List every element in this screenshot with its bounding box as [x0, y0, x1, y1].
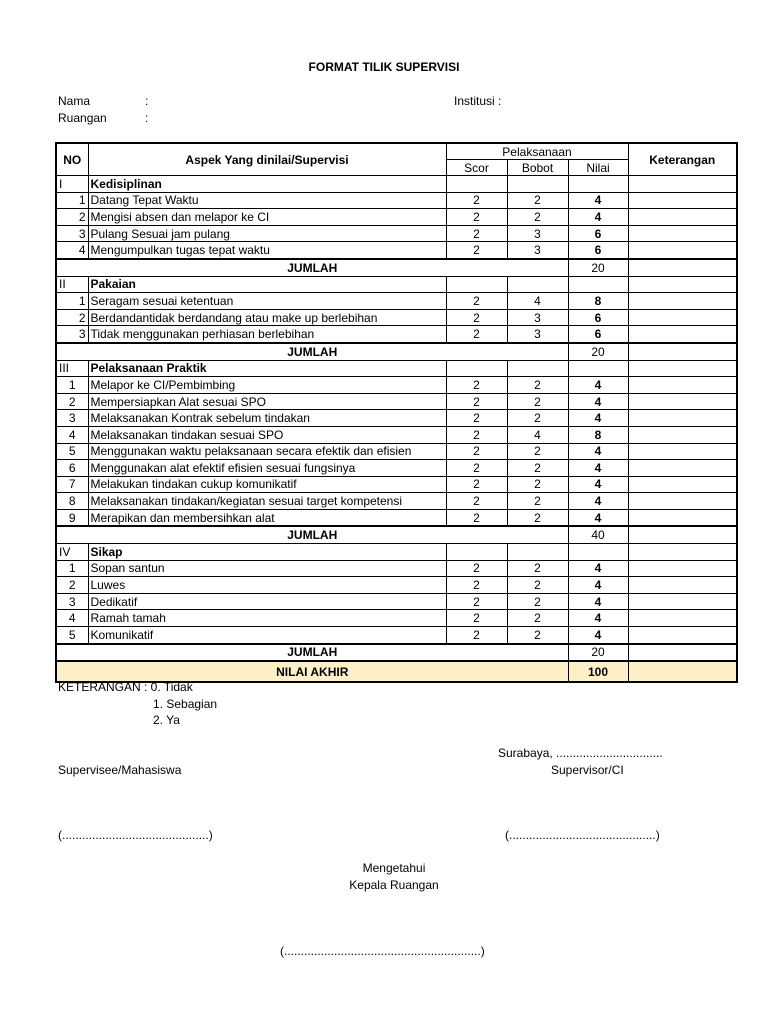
item-number: 2	[56, 393, 88, 410]
nama-colon: :	[145, 94, 149, 108]
table-row	[56, 242, 737, 259]
empty-cell	[507, 544, 568, 561]
item-aspek: Dedikatif	[88, 593, 446, 610]
table-row	[56, 560, 737, 577]
jumlah-label: JUMLAH	[56, 259, 568, 276]
item-bobot: 2	[507, 509, 568, 526]
item-scor: 2	[446, 209, 507, 226]
item-nilai: 6	[568, 225, 628, 242]
item-nilai: 4	[568, 560, 628, 577]
legend-label: KETERANGAN : 0. Tidak	[58, 680, 193, 694]
item-scor: 2	[446, 309, 507, 326]
item-aspek: Melapor ke CI/Pembimbing	[88, 377, 446, 394]
item-keterangan	[628, 627, 737, 644]
item-scor: 2	[446, 225, 507, 242]
item-aspek: Melaksanakan tindakan/kegiatan sesuai target kompetensi	[88, 493, 446, 510]
item-bobot: 2	[507, 610, 568, 627]
item-aspek: Melakukan tindakan cukup komunikatif	[88, 476, 446, 493]
legend-item: 1. Sebagian	[153, 697, 218, 711]
item-bobot: 2	[507, 377, 568, 394]
item-number: 4	[56, 610, 88, 627]
nilai-akhir-label: NILAI AKHIR	[56, 661, 568, 682]
item-number: 6	[56, 460, 88, 477]
header-pelaksanaan: Pelaksanaan	[446, 143, 628, 160]
item-nilai: 4	[568, 493, 628, 510]
item-bobot: 2	[507, 393, 568, 410]
section-name: Sikap	[88, 544, 446, 561]
item-number: 5	[56, 627, 88, 644]
item-nilai: 4	[568, 443, 628, 460]
section-header-row	[56, 276, 737, 293]
item-aspek: Ramah tamah	[88, 610, 446, 627]
supervision-table	[55, 142, 738, 683]
item-scor: 2	[446, 560, 507, 577]
section-header-row	[56, 544, 737, 561]
supervisor-label: Supervisor/CI	[551, 763, 624, 777]
jumlah-row	[56, 644, 737, 662]
jumlah-label: JUMLAH	[56, 644, 568, 662]
item-bobot: 4	[507, 426, 568, 443]
item-aspek: Komunikatif	[88, 627, 446, 644]
table-row	[56, 377, 737, 394]
item-aspek: Mengisi absen dan melapor ke CI	[88, 209, 446, 226]
supervisee-signature-line: (............................................)	[58, 828, 213, 842]
nilai-akhir-value: 100	[568, 661, 628, 682]
item-bobot: 2	[507, 443, 568, 460]
item-nilai: 4	[568, 610, 628, 627]
item-nilai: 4	[568, 393, 628, 410]
item-number: 1	[56, 192, 88, 209]
item-number: 3	[56, 593, 88, 610]
table-row	[56, 577, 737, 594]
page-title: FORMAT TILIK SUPERVISI	[308, 60, 460, 74]
kepala-signature-line: (...........................................................)	[280, 944, 485, 958]
item-keterangan	[628, 225, 737, 242]
table-row	[56, 493, 737, 510]
header-aspek: Aspek Yang dinilai/Supervisi	[88, 143, 446, 176]
item-scor: 2	[446, 460, 507, 477]
section-name: Pakaian	[88, 276, 446, 293]
item-nilai: 4	[568, 627, 628, 644]
item-bobot: 2	[507, 593, 568, 610]
item-bobot: 3	[507, 225, 568, 242]
item-keterangan	[628, 242, 737, 259]
empty-cell	[446, 360, 507, 377]
item-aspek: Pulang Sesuai jam pulang	[88, 225, 446, 242]
item-bobot: 2	[507, 192, 568, 209]
supervisor-signature-line: (............................................)	[505, 828, 660, 842]
empty-cell	[568, 176, 628, 193]
ruangan-label: Ruangan	[58, 111, 107, 125]
item-keterangan	[628, 509, 737, 526]
item-scor: 2	[446, 377, 507, 394]
empty-cell	[628, 544, 737, 561]
item-nilai: 4	[568, 593, 628, 610]
table-row	[56, 309, 737, 326]
empty-cell	[568, 360, 628, 377]
item-aspek: Mempersiapkan Alat sesuai SPO	[88, 393, 446, 410]
item-keterangan	[628, 192, 737, 209]
item-keterangan	[628, 293, 737, 310]
item-nilai: 4	[568, 577, 628, 594]
table-row	[56, 426, 737, 443]
table-row	[56, 209, 737, 226]
item-scor: 2	[446, 610, 507, 627]
item-scor: 2	[446, 293, 507, 310]
item-scor: 2	[446, 192, 507, 209]
item-nilai: 4	[568, 460, 628, 477]
item-aspek: Menggunakan waktu pelaksanaan secara efektik dan efisien	[88, 443, 446, 460]
place-date: Surabaya, ................................	[498, 746, 663, 760]
item-scor: 2	[446, 593, 507, 610]
nama-label: Nama	[58, 94, 91, 108]
empty-cell	[628, 176, 737, 193]
item-bobot: 2	[507, 560, 568, 577]
item-number: 2	[56, 209, 88, 226]
item-keterangan	[628, 593, 737, 610]
item-scor: 2	[446, 476, 507, 493]
item-keterangan	[628, 410, 737, 427]
empty-cell	[628, 343, 737, 360]
item-aspek: Melaksanakan tindakan sesuai SPO	[88, 426, 446, 443]
jumlah-row	[56, 259, 737, 276]
section-name: Pelaksanaan Praktik	[88, 360, 446, 377]
item-nilai: 4	[568, 209, 628, 226]
item-bobot: 3	[507, 242, 568, 259]
item-keterangan	[628, 560, 737, 577]
item-number: 2	[56, 577, 88, 594]
empty-cell	[568, 276, 628, 293]
item-nilai: 4	[568, 509, 628, 526]
table-row	[56, 410, 737, 427]
table-row	[56, 509, 737, 526]
item-number: 2	[56, 309, 88, 326]
item-keterangan	[628, 426, 737, 443]
item-nilai: 4	[568, 377, 628, 394]
header-no: NO	[56, 143, 88, 176]
jumlah-value: 20	[568, 259, 628, 276]
section-header-row	[56, 360, 737, 377]
supervisee-label: Supervisee/Mahasiswa	[58, 763, 182, 777]
item-aspek: Tidak menggunakan perhiasan berlebihan	[88, 326, 446, 343]
item-keterangan	[628, 476, 737, 493]
item-aspek: Mengumpulkan tugas tepat waktu	[88, 242, 446, 259]
item-bobot: 4	[507, 293, 568, 310]
section-number: IV	[56, 544, 88, 561]
header-scor: Scor	[446, 160, 507, 176]
item-bobot: 3	[507, 309, 568, 326]
jumlah-row	[56, 526, 737, 543]
item-aspek: Melaksanakan Kontrak sebelum tindakan	[88, 410, 446, 427]
item-nilai: 4	[568, 476, 628, 493]
empty-cell	[568, 544, 628, 561]
table-row	[56, 192, 737, 209]
item-number: 8	[56, 493, 88, 510]
empty-cell	[628, 644, 737, 662]
empty-cell	[507, 276, 568, 293]
item-scor: 2	[446, 242, 507, 259]
item-aspek: Menggunakan alat efektif efisien sesuai fungsinya	[88, 460, 446, 477]
empty-cell	[446, 176, 507, 193]
kepala-ruangan-label: Kepala Ruangan	[349, 878, 439, 892]
item-nilai: 8	[568, 293, 628, 310]
jumlah-value: 20	[568, 644, 628, 662]
item-keterangan	[628, 377, 737, 394]
item-scor: 2	[446, 627, 507, 644]
item-aspek: Sopan santun	[88, 560, 446, 577]
item-scor: 2	[446, 326, 507, 343]
item-scor: 2	[446, 509, 507, 526]
item-number: 4	[56, 242, 88, 259]
table-row	[56, 627, 737, 644]
item-number: 3	[56, 410, 88, 427]
item-keterangan	[628, 493, 737, 510]
institusi-label: Institusi :	[454, 94, 502, 108]
empty-cell	[507, 176, 568, 193]
item-nilai: 4	[568, 192, 628, 209]
item-keterangan	[628, 443, 737, 460]
item-nilai: 8	[568, 426, 628, 443]
section-number: II	[56, 276, 88, 293]
jumlah-label: JUMLAH	[56, 526, 568, 543]
table-row	[56, 460, 737, 477]
item-bobot: 2	[507, 577, 568, 594]
item-aspek: Datang Tepat Waktu	[88, 192, 446, 209]
jumlah-label: JUMLAH	[56, 343, 568, 360]
mengetahui-label: Mengetahui	[362, 861, 426, 875]
item-nilai: 4	[568, 410, 628, 427]
item-number: 1	[56, 377, 88, 394]
table-row	[56, 593, 737, 610]
item-number: 9	[56, 509, 88, 526]
ruangan-colon: :	[145, 111, 149, 125]
table-row	[56, 225, 737, 242]
item-number: 3	[56, 225, 88, 242]
item-bobot: 2	[507, 627, 568, 644]
item-aspek: Luwes	[88, 577, 446, 594]
item-keterangan	[628, 460, 737, 477]
empty-cell	[628, 276, 737, 293]
item-scor: 2	[446, 410, 507, 427]
item-number: 1	[56, 560, 88, 577]
table-row	[56, 610, 737, 627]
item-aspek: Seragam sesuai ketentuan	[88, 293, 446, 310]
empty-cell	[507, 360, 568, 377]
header-nilai: Nilai	[568, 160, 628, 176]
jumlah-value: 20	[568, 343, 628, 360]
jumlah-row	[56, 343, 737, 360]
item-bobot: 3	[507, 326, 568, 343]
table-row	[56, 443, 737, 460]
empty-cell	[628, 259, 737, 276]
item-number: 7	[56, 476, 88, 493]
item-keterangan	[628, 610, 737, 627]
section-number: I	[56, 176, 88, 193]
item-bobot: 2	[507, 209, 568, 226]
jumlah-value: 40	[568, 526, 628, 543]
item-nilai: 6	[568, 326, 628, 343]
table-row	[56, 326, 737, 343]
item-scor: 2	[446, 393, 507, 410]
section-number: III	[56, 360, 88, 377]
item-nilai: 6	[568, 309, 628, 326]
item-keterangan	[628, 209, 737, 226]
item-scor: 2	[446, 443, 507, 460]
item-aspek: Berdandantidak berdandang atau make up berlebihan	[88, 309, 446, 326]
table-row	[56, 476, 737, 493]
header-bobot: Bobot	[507, 160, 568, 176]
item-number: 1	[56, 293, 88, 310]
item-number: 3	[56, 326, 88, 343]
section-header-row	[56, 176, 737, 193]
empty-cell	[628, 360, 737, 377]
item-bobot: 2	[507, 410, 568, 427]
item-keterangan	[628, 577, 737, 594]
empty-cell	[446, 276, 507, 293]
item-number: 5	[56, 443, 88, 460]
item-bobot: 2	[507, 493, 568, 510]
item-scor: 2	[446, 426, 507, 443]
legend-item: 2. Ya	[153, 713, 180, 727]
item-keterangan	[628, 309, 737, 326]
table-row	[56, 293, 737, 310]
item-scor: 2	[446, 577, 507, 594]
empty-cell	[446, 544, 507, 561]
item-scor: 2	[446, 493, 507, 510]
item-bobot: 2	[507, 476, 568, 493]
empty-cell	[628, 526, 737, 543]
table-row	[56, 393, 737, 410]
header-keterangan: Keterangan	[628, 143, 737, 176]
section-name: Kedisiplinan	[88, 176, 446, 193]
item-bobot: 2	[507, 460, 568, 477]
item-aspek: Merapikan dan membersihkan alat	[88, 509, 446, 526]
item-number: 4	[56, 426, 88, 443]
item-keterangan	[628, 326, 737, 343]
empty-cell	[628, 661, 737, 682]
item-keterangan	[628, 393, 737, 410]
item-nilai: 6	[568, 242, 628, 259]
